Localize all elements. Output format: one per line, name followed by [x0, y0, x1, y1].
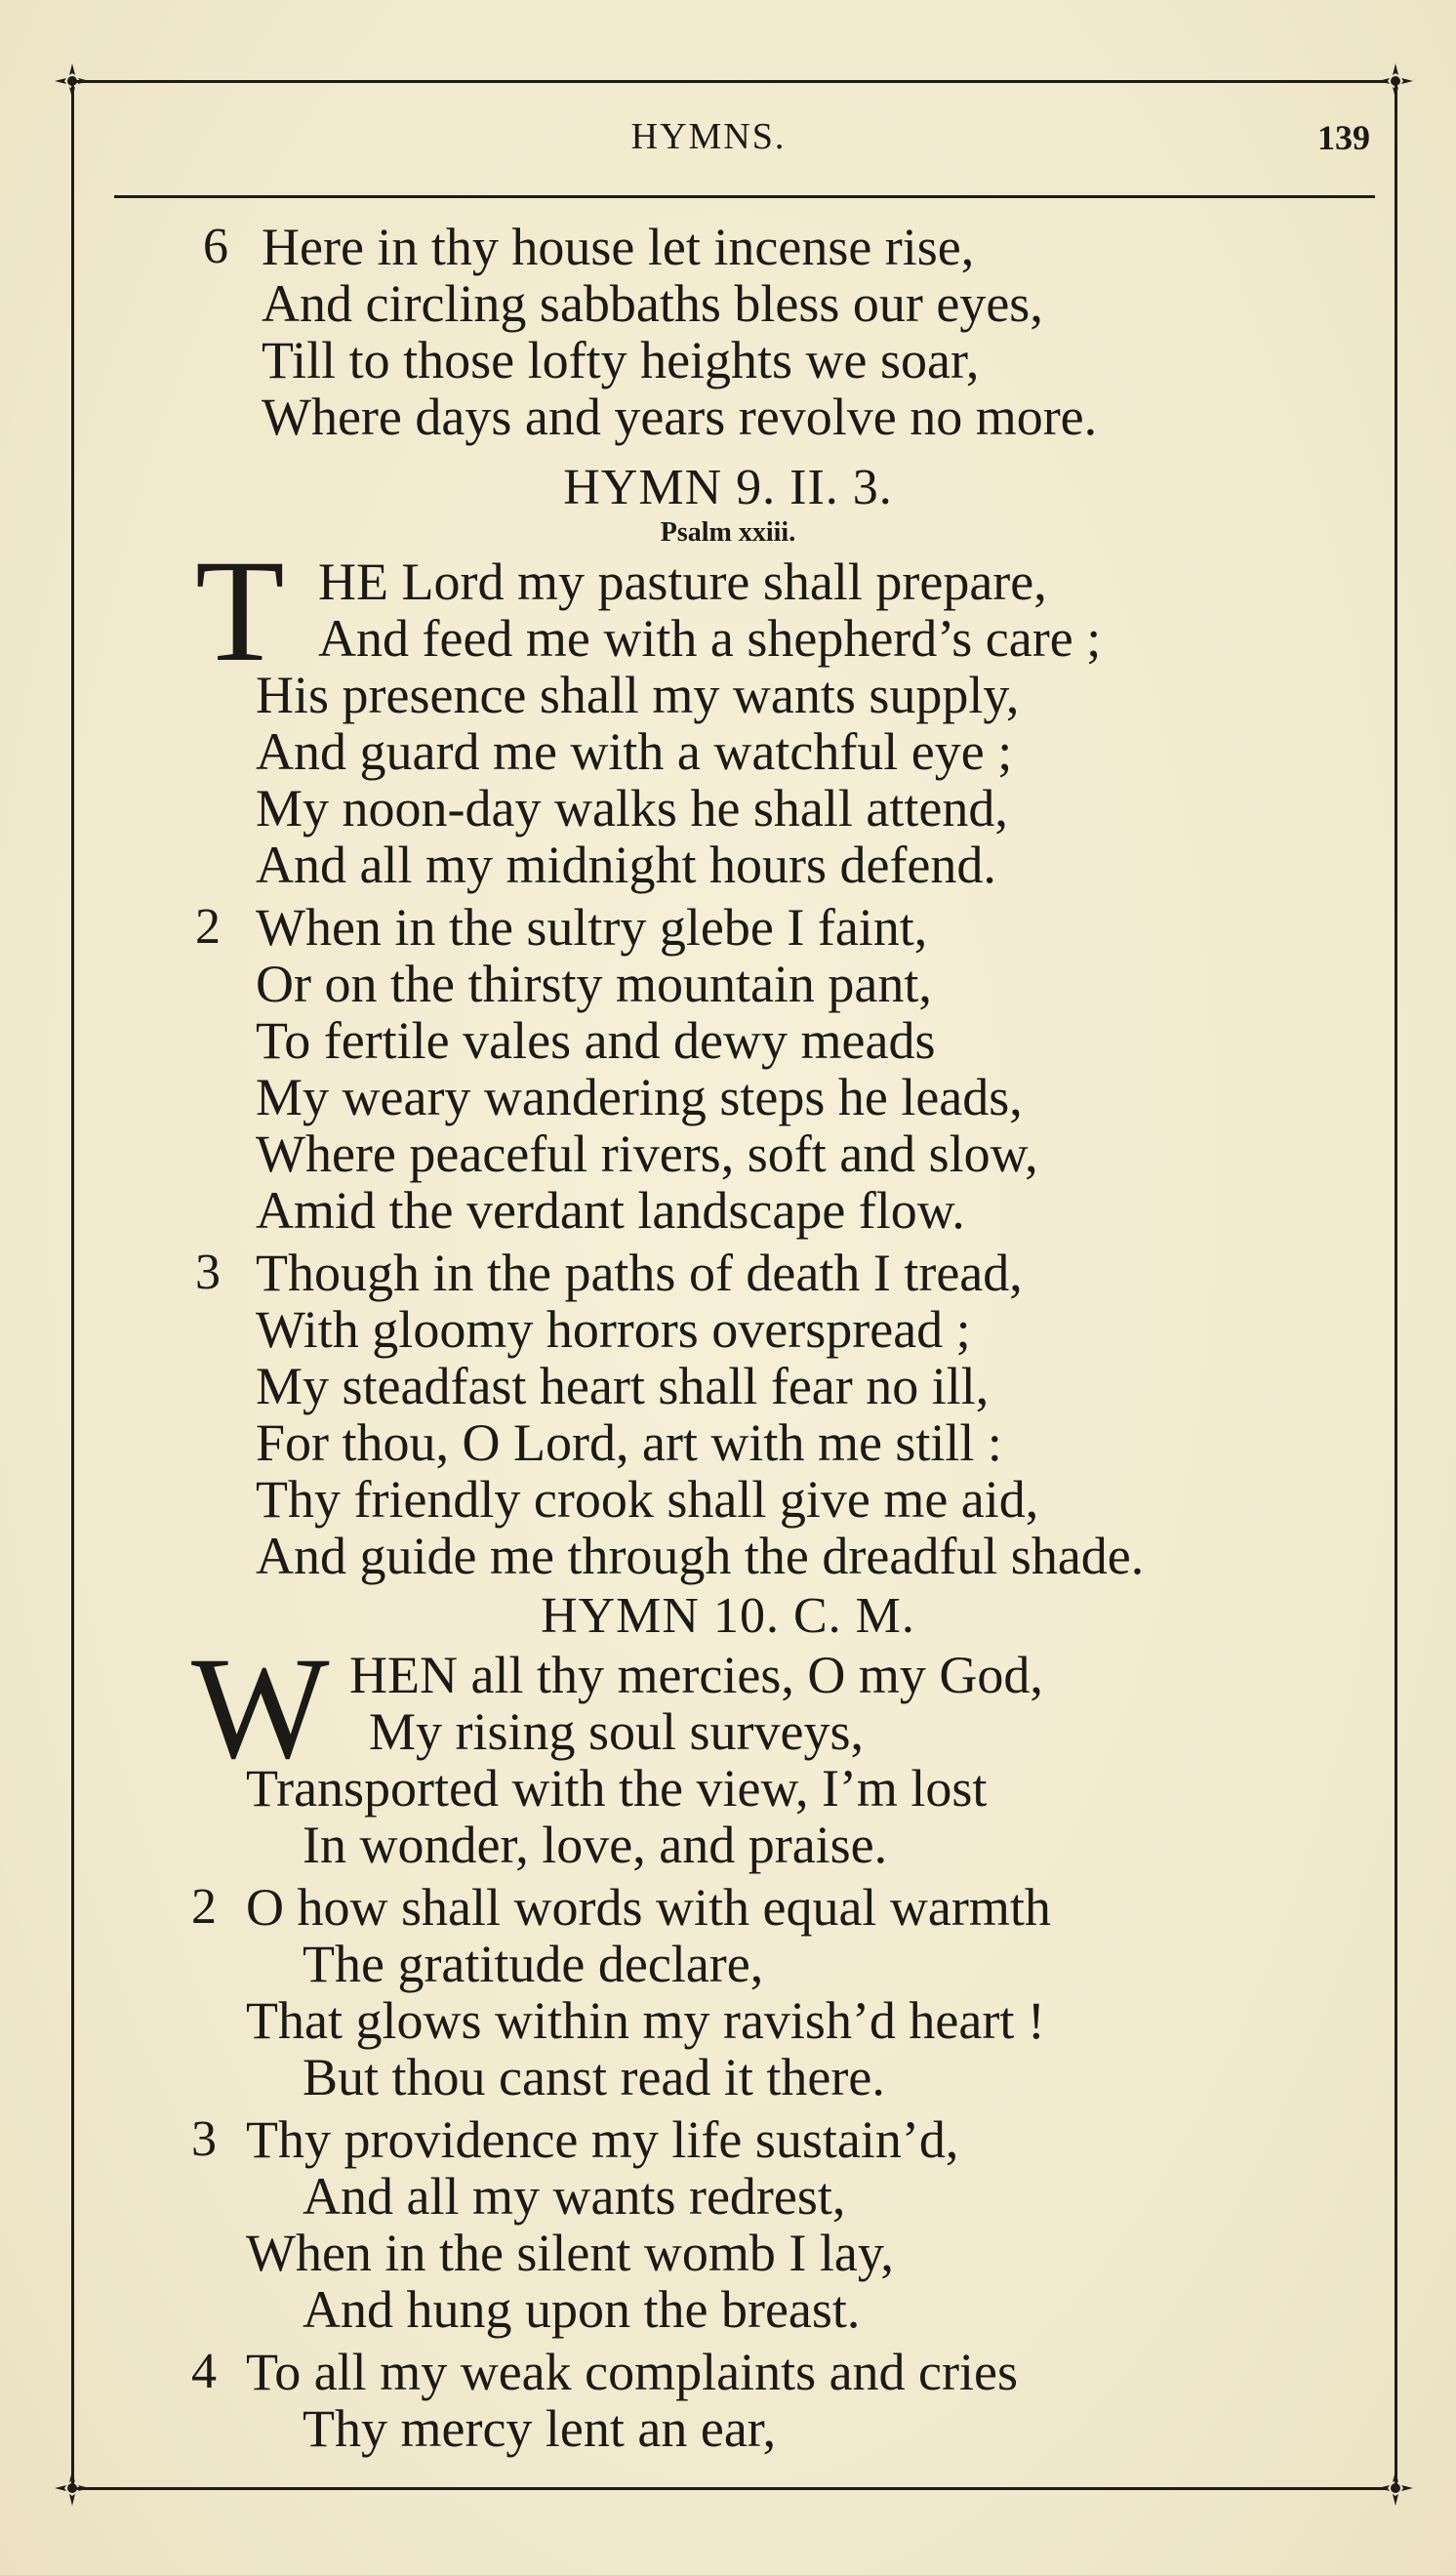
verse-line: And all my wants redrest, [303, 2167, 846, 2226]
verse-line: In wonder, love, and praise. [303, 1816, 888, 1874]
verse-line: My weary wandering steps he leads, [256, 1068, 1023, 1126]
verse-line: HE Lord my pasture shall prepare, [318, 552, 1047, 611]
verse-number: 2 [191, 1879, 217, 1935]
corner-ornament-icon [1376, 61, 1415, 101]
verse-line: That glows within my ravish’d heart ! [246, 1991, 1045, 2050]
hymn-source: Psalm xxiii. [660, 517, 796, 548]
header-underline-rule [114, 195, 1375, 198]
left-border-rule [71, 80, 74, 2489]
right-border-rule [1395, 80, 1397, 2489]
verse-line: For thou, O Lord, art with me still : [256, 1413, 1002, 1472]
verse-line: When in the sultry glebe I faint, [256, 898, 928, 957]
verse-line: And hung upon the breast. [303, 2280, 861, 2339]
verse-line: And all my midnight hours defend. [256, 836, 996, 894]
verse-line: My rising soul surveys, [369, 1702, 865, 1761]
page-number: 139 [1317, 118, 1370, 157]
verse-line: To fertile vales and dewy meads [256, 1011, 936, 1070]
corner-ornament-icon [53, 2469, 92, 2508]
verse-line: O how shall words with equal warmth [246, 1878, 1051, 1937]
verse-number: 2 [195, 899, 221, 955]
verse-line: HEN all thy mercies, O my God, [349, 1646, 1043, 1704]
verse-line: Thy friendly crook shall give me aid, [256, 1470, 1039, 1529]
verse-line: And guide me through the dreadful shade. [256, 1527, 1145, 1585]
corner-ornament-icon [1376, 2469, 1415, 2508]
verse-line: Here in thy house let incense rise, [262, 218, 975, 276]
verse-line: To all my weak complaints and cries [246, 2343, 1018, 2401]
verse-line: When in the silent womb I lay, [246, 2224, 894, 2282]
hymn-heading: HYMN 10. C. M. [541, 1588, 915, 1644]
verse-line: Or on the thirsty mountain pant, [256, 955, 932, 1013]
verse-line: And circling sabbaths bless our eyes, [262, 274, 1043, 333]
hymn-heading: HYMN 9. II. 3. [563, 460, 893, 515]
verse-line: Amid the verdant landscape flow. [256, 1181, 965, 1240]
verse-line: His presence shall my wants supply, [256, 666, 1020, 724]
verse-line: Where peaceful rivers, soft and slow, [256, 1124, 1038, 1183]
verse-line: But thou canst read it there. [303, 2048, 885, 2106]
verse-line: My noon-day walks he shall attend, [256, 779, 1008, 838]
top-border-rule [73, 80, 1386, 83]
verse-number: 6 [203, 219, 228, 274]
bottom-border-rule [73, 2487, 1386, 2490]
verse-line: Though in the paths of death I tread, [256, 1244, 1023, 1302]
drop-cap: T [195, 530, 285, 692]
running-header: HYMNS. [630, 116, 787, 157]
verse-line: My steadfast heart shall fear no ill, [256, 1357, 990, 1415]
verse-line: Transported with the view, I’m lost [246, 1759, 988, 1818]
verse-number: 3 [195, 1245, 221, 1300]
corner-ornament-icon [53, 61, 92, 101]
verse-line: Thy mercy lent an ear, [303, 2399, 777, 2458]
verse-line: With gloomy horrors overspread ; [256, 1300, 971, 1359]
verse-line: Thy providence my life sustain’d, [246, 2110, 959, 2169]
verse-number: 3 [191, 2111, 217, 2167]
verse-line: And guard me with a watchful eye ; [256, 722, 1013, 781]
verse-line: Where days and years revolve no more. [262, 388, 1098, 446]
verse-line: And feed me with a shepherd’s care ; [318, 609, 1102, 668]
verse-line: Till to those lofty heights we soar, [262, 331, 980, 389]
verse-line: The gratitude declare, [303, 1935, 764, 1993]
verse-number: 4 [191, 2344, 217, 2399]
drop-cap: W [191, 1627, 330, 1789]
